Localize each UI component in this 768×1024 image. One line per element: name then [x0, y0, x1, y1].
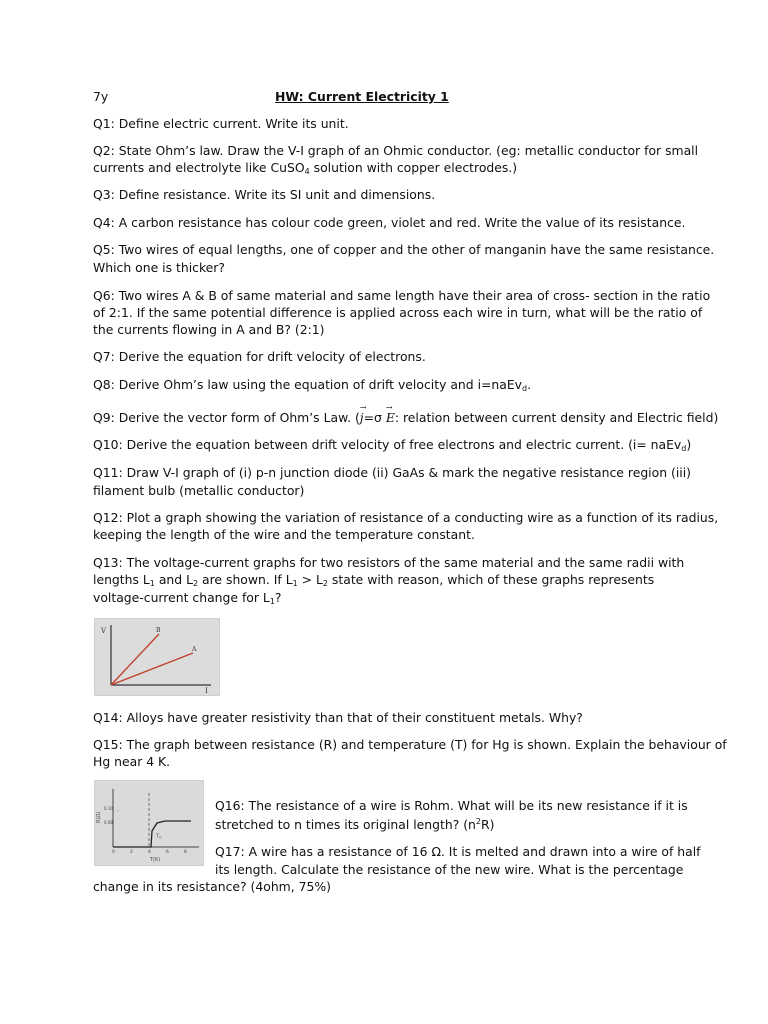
question-6-line-3: the currents flowing in A and B? (2:1): [93, 322, 325, 337]
question-6-line-1: Q6: Two wires A & B of same material and same length have their area of cross- section in the ratio: [93, 288, 711, 303]
question-7: Q7: Derive the equation for drift velocity of electrons.: [93, 349, 426, 364]
question-3: Q3: Define resistance. Write its SI unit and dimensions.: [93, 187, 436, 202]
x-tick-6: 6: [166, 850, 169, 855]
question-15-line-2: Hg near 4 K.: [93, 754, 171, 769]
t-axis-label: T(K): [150, 857, 161, 863]
question-5-line-2: Which one is thicker?: [93, 260, 225, 275]
question-13-line-3: voltage-current change for $L_1$?: [93, 590, 282, 606]
r-axis-label: R(Ω): [96, 811, 102, 823]
x-tick-2: 2: [130, 850, 133, 855]
x-tick-4: 4: [148, 850, 151, 855]
v-axis-label: V: [101, 627, 107, 635]
question-12-line-2: keeping the length of the wire and the temperature constant.: [93, 527, 475, 542]
line-b-label: B: [156, 627, 161, 634]
question-17-line-2: its length. Calculate the resistance of the new wire. What is the percentage: [215, 862, 684, 877]
question-2-line-1: Q2: State Ohm’s law. Draw the V-I graph of an Ohmic conductor. (eg: metallic conductor for small: [93, 143, 699, 158]
question-16-line-2: stretched to n times its original length? $(n^2R)$: [215, 816, 495, 832]
class-label: 7y: [93, 89, 109, 104]
i-axis-label: I: [205, 687, 208, 695]
question-5-line-1: Q5: Two wires of equal lengths, one of copper and the other of manganin have the same resistance.: [93, 242, 715, 257]
vi-graph-image: [94, 618, 220, 696]
question-10: Q10: Derive the equation between drift velocity of free electrons and electric current. (i= naEv$_d$): [93, 437, 692, 453]
question-12-line-1: Q12: Plot a graph showing the variation of resistance of a conducting wire as a function of its radius,: [93, 510, 719, 525]
rt-graph-drawing: [95, 781, 203, 865]
question-8: Q8: Derive Ohm’s law using the equation of drift velocity and i=naEv$_d$.: [93, 377, 532, 393]
y-tick-1: 0.10: [104, 806, 113, 811]
question-2-line-2: currents and electrolyte like CuSO$_4$ solution with copper electrodes.): [93, 160, 518, 176]
x-tick-0: 0: [112, 850, 115, 855]
tc-label: $T_C$: [156, 833, 163, 840]
question-6-line-2: of 2:1. If the same potential difference is applied across each wire in turn, what will be the ratio of: [93, 305, 703, 320]
question-13-line-2: lengths $L_1$ and $L_2$ are shown. If $L_1 > L_2$ state with reason, which of these graphs represents: [93, 572, 655, 588]
question-14: Q14: Alloys have greater resistivity than that of their constituent metals. Why?: [93, 710, 583, 725]
rt-graph-image: [94, 780, 204, 866]
question-17-line-1: Q17: A wire has a resistance of 16 Ω. It is melted and drawn into a wire of half: [215, 844, 701, 859]
question-15-line-1: Q15: The graph between resistance (R) and temperature (T) for Hg is shown. Explain the behaviour of: [93, 737, 727, 752]
question-4: Q4: A carbon resistance has colour code green, violet and red. Write the value of its resistance.: [93, 215, 686, 230]
question-11-line-2: filament bulb (metallic conductor): [93, 483, 305, 498]
question-1: Q1: Define electric current. Write its unit.: [93, 116, 349, 131]
question-11-line-1: Q11: Draw V-I graph of (i) p-n junction diode (ii) GaAs & mark the negative resistance region (iii): [93, 465, 691, 480]
vector-e: → E: [386, 409, 395, 427]
vector-j: → j: [360, 409, 364, 427]
question-16-line-1: Q16: The resistance of a wire is Rohm. What will be its new resistance if it is: [215, 798, 688, 813]
question-17-line-3: change in its resistance? (4ohm, 75%): [93, 879, 331, 894]
question-9: Q9: Derive the vector form of Ohm’s Law. (→ j=σ → E: relation between current density and Electric field): [93, 409, 718, 427]
line-a-label: A: [192, 646, 197, 653]
question-13-line-1: Q13: The voltage-current graphs for two resistors of the same material and the same radii with: [93, 555, 685, 570]
vi-graph-drawing: [95, 619, 219, 695]
page-title: HW: Current Electricity 1: [275, 89, 449, 104]
x-tick-8: 8: [184, 850, 187, 855]
y-tick-2: 0.08: [104, 820, 113, 825]
